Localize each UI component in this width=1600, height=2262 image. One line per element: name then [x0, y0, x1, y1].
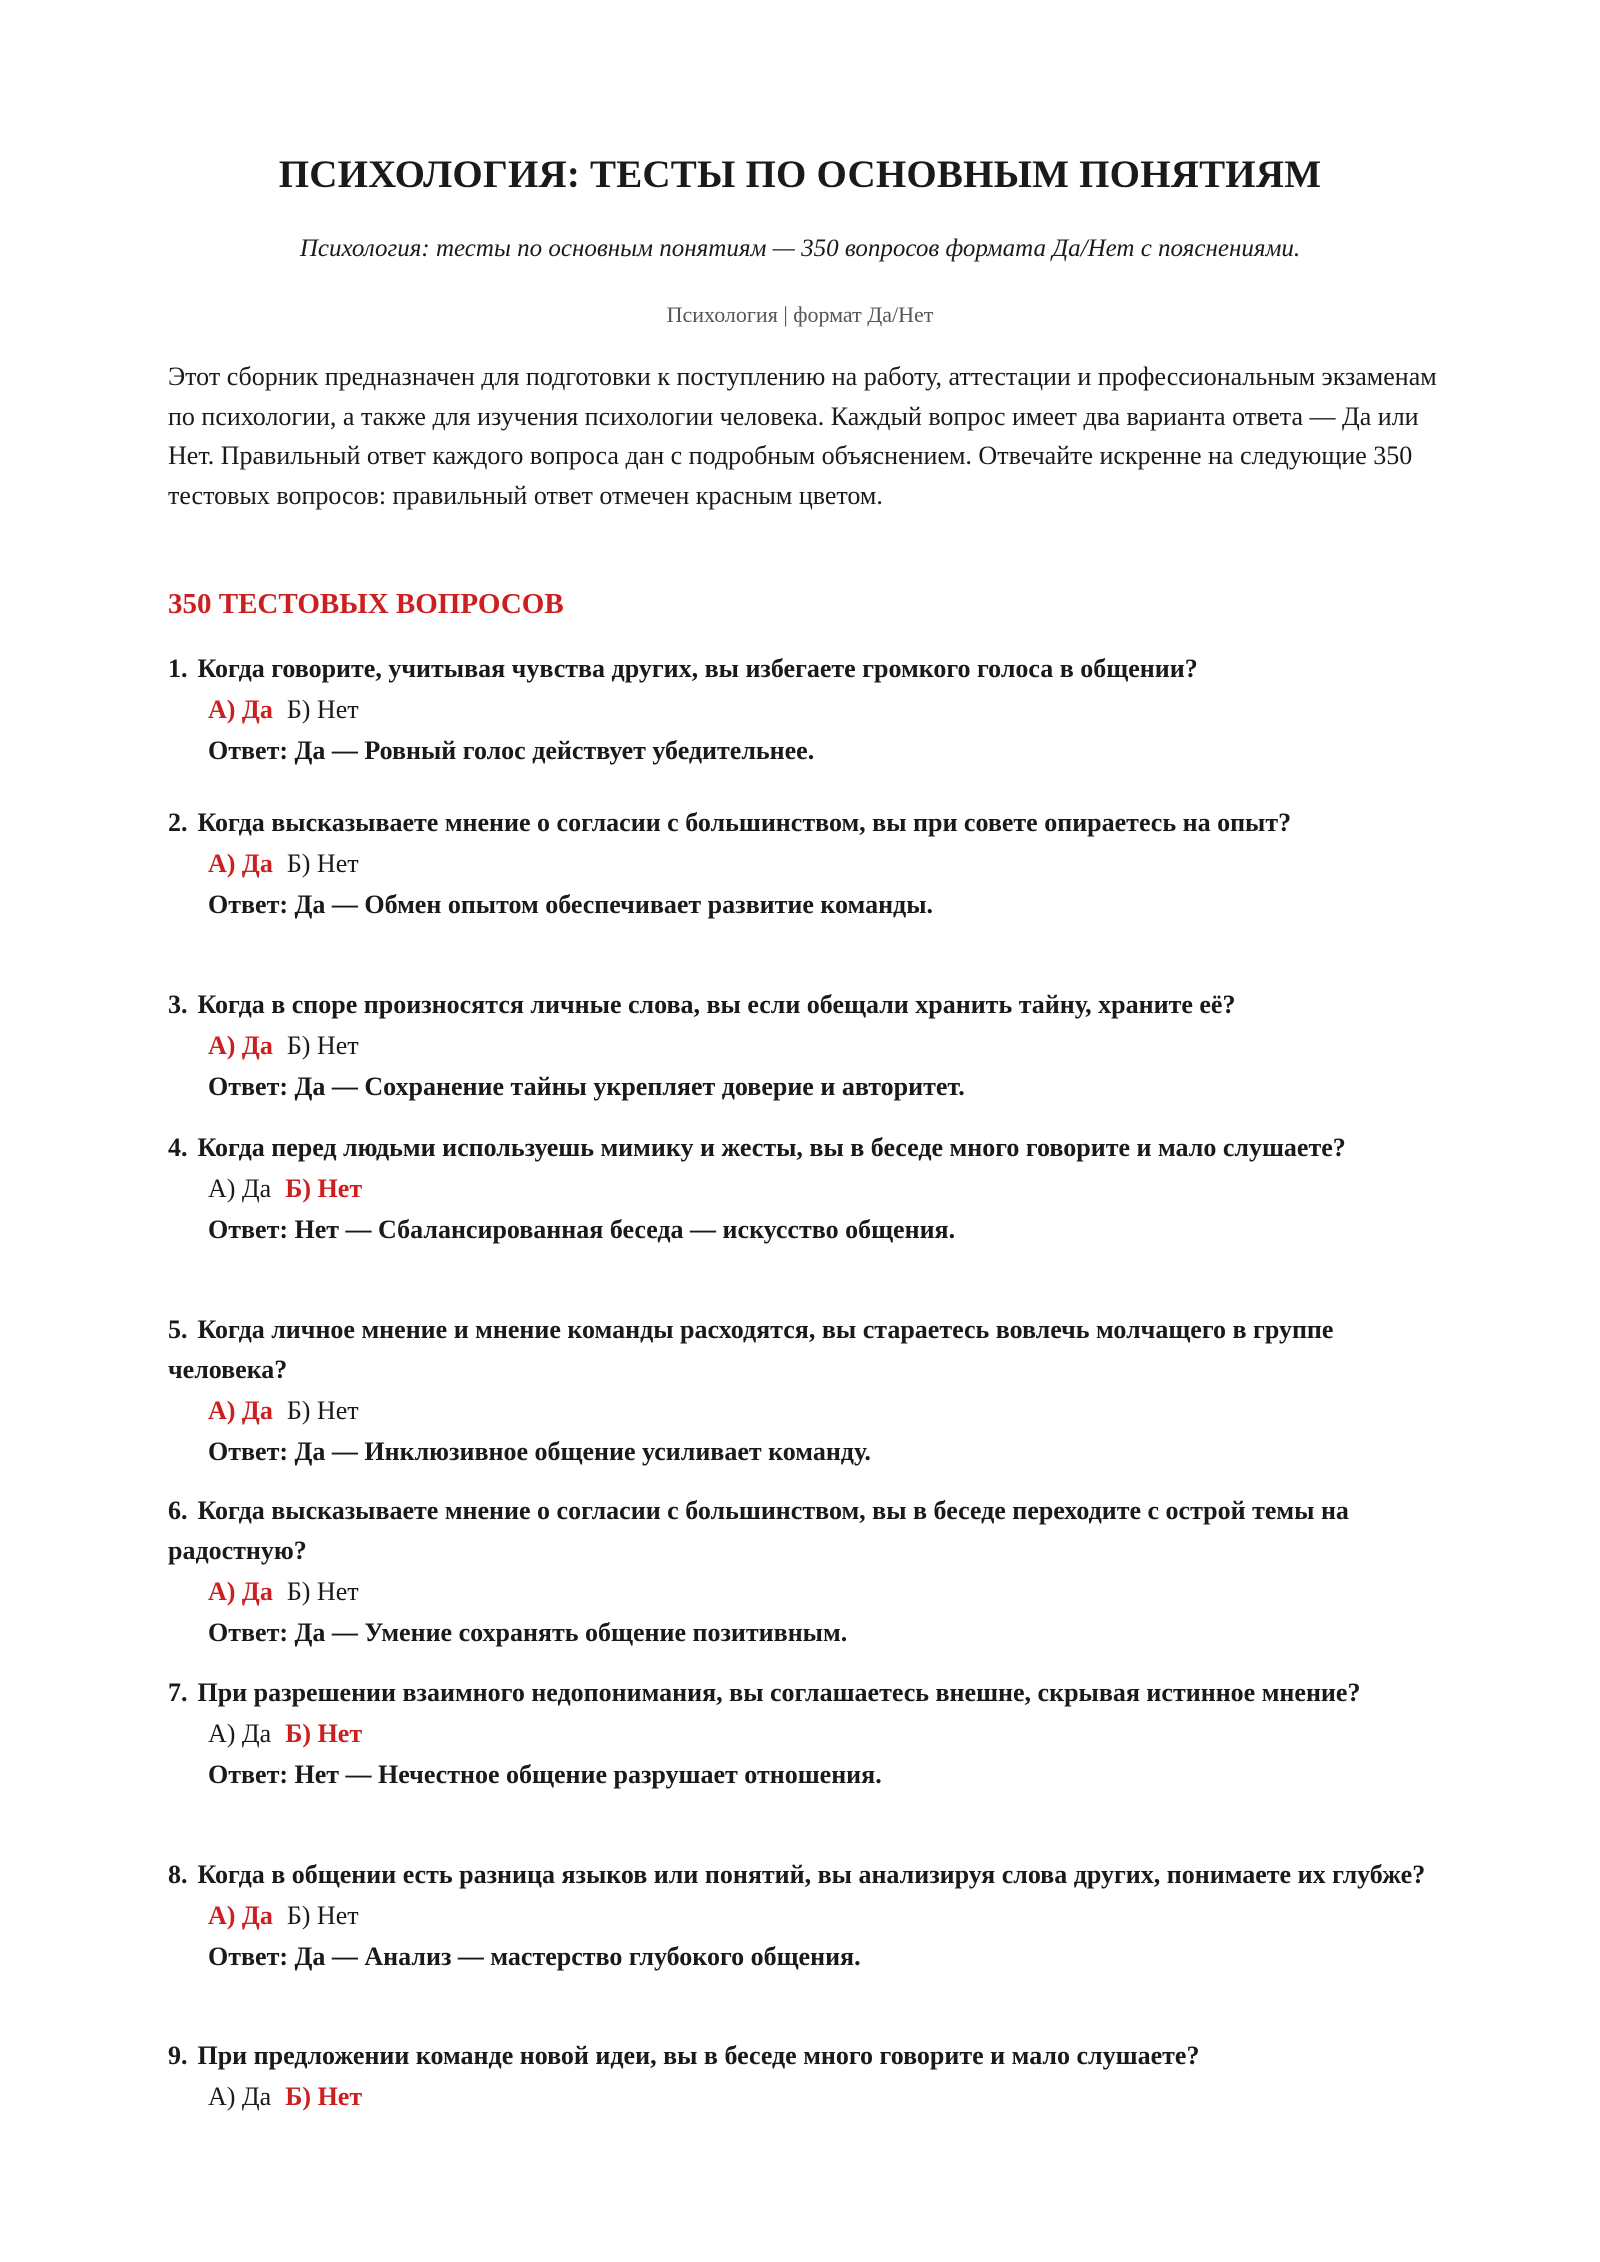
question-number: 9.: [168, 2041, 188, 2070]
option-b: Б) Нет: [285, 1719, 363, 1748]
section-heading: 350 ТЕСТОВЫХ ВОПРОСОВ: [168, 588, 564, 620]
question-body: При разрешении взаимного недопонимания, вы соглашаетесь внешне, скрывая истинное мнение?: [197, 1678, 1361, 1707]
answer-explanation: Ответ: Да — Анализ — мастерство глубокого общения.: [208, 1942, 861, 1971]
question-item: [168, 649, 1438, 771]
question-body: Когда в споре произносятся личные слова, вы если обещали хранить тайну, храните её?: [197, 990, 1236, 1019]
answer-explanation: Ответ: Да — Умение сохранять общение позитивным.: [208, 1618, 848, 1647]
option-a: А) Да: [208, 1396, 273, 1425]
option-a: А) Да: [208, 1901, 273, 1930]
answer-explanation: Ответ: Нет — Нечестное общение разрушает отношения.: [208, 1760, 882, 1789]
answer-options: [208, 2076, 1438, 2117]
question-text: [168, 2036, 1438, 2076]
answer-explanation: Ответ: Да — Обмен опытом обеспечивает развитие команды.: [208, 890, 934, 919]
answer-explanation: Ответ: Нет — Сбалансированная беседа — искусство общения.: [208, 1215, 956, 1244]
question-text: [168, 803, 1438, 843]
question-number: 5.: [168, 1315, 188, 1344]
question-number: 1.: [168, 654, 188, 683]
question-text: [168, 1128, 1438, 1168]
answer-options: [208, 689, 1438, 730]
option-a: А) Да: [208, 1577, 273, 1606]
option-a: А) Да: [208, 849, 273, 878]
answer-explanation: Ответ: Да — Ровный голос действует убедительнее.: [208, 736, 815, 765]
question-item: [168, 1491, 1438, 1653]
answer-options: [208, 1390, 1438, 1431]
option-a: А) Да: [208, 2082, 272, 2111]
question-item: [168, 803, 1438, 925]
option-b: Б) Нет: [285, 2082, 363, 2111]
question-body: Когда в общении есть разница языков или понятий, вы анализируя слова других, понимаете их глубже?: [197, 1860, 1426, 1889]
option-b: Б) Нет: [286, 849, 359, 878]
option-b: Б) Нет: [286, 1396, 359, 1425]
answer-explanation: Ответ: Да — Сохранение тайны укрепляет доверие и авторитет.: [208, 1072, 965, 1101]
question-item: [168, 2036, 1438, 2117]
answer-explanation: Ответ: Да — Инклюзивное общение усиливает команду.: [208, 1437, 871, 1466]
question-item: [168, 985, 1438, 1107]
answer-options: [208, 843, 1438, 884]
question-text: [168, 649, 1438, 689]
option-a: А) Да: [208, 1174, 272, 1203]
question-number: 8.: [168, 1860, 188, 1889]
question-item: [168, 1128, 1438, 1250]
question-body: Когда высказываете мнение о согласии с большинством, вы в беседе переходите с острой темы на радостную?: [168, 1496, 1349, 1565]
question-number: 2.: [168, 808, 188, 837]
option-b: Б) Нет: [286, 1577, 359, 1606]
question-number: 6.: [168, 1496, 188, 1525]
option-b: Б) Нет: [286, 1901, 359, 1930]
option-a: А) Да: [208, 1719, 272, 1748]
option-a: А) Да: [208, 695, 273, 724]
answer-options: [208, 1895, 1438, 1936]
question-item: [168, 1855, 1438, 1977]
page-title: ПСИХОЛОГИЯ: ТЕСТЫ ПО ОСНОВНЫМ ПОНЯТИЯМ: [278, 153, 1322, 196]
question-body: Когда говорите, учитывая чувства других, вы избегаете громкого голоса в общении?: [197, 654, 1198, 683]
answer-options: [208, 1168, 1438, 1209]
question-body: При предложении команде новой идеи, вы в беседе много говорите и мало слушаете?: [197, 2041, 1200, 2070]
question-body: Когда личное мнение и мнение команды расходятся, вы стараетесь вовлечь молчащего в группе человека?: [168, 1315, 1334, 1384]
answer-options: [208, 1025, 1438, 1066]
question-text: [168, 1310, 1438, 1390]
question-body: Когда высказываете мнение о согласии с большинством, вы при совете опираетесь на опыт?: [197, 808, 1292, 837]
option-a: А) Да: [208, 1031, 273, 1060]
page-meta: Психология | формат Да/Нет: [666, 302, 934, 327]
question-item: [168, 1310, 1438, 1472]
question-text: [168, 1855, 1438, 1895]
question-text: [168, 1673, 1438, 1713]
option-b: Б) Нет: [285, 1174, 363, 1203]
intro-paragraph: Этот сборник предназначен для подготовки к поступлению на работу, аттестации и профессиональным экзаменам по психологии, а также для изучения психологии человека. Каждый вопрос имеет два варианта ответа — Да или Нет. Правильный ответ каждого вопроса дан с подробным объяснением. Отвечайте искренне на следующие 350 тестовых вопросов: правильный ответ отмечен красным цветом.: [168, 362, 1437, 510]
question-number: 4.: [168, 1133, 188, 1162]
page-subtitle: Психология: тесты по основным понятиям — 350 вопросов формата Да/Нет с пояснениями.: [299, 235, 1301, 262]
question-text: [168, 1491, 1438, 1571]
answer-options: [208, 1713, 1438, 1754]
answer-options: [208, 1571, 1438, 1612]
question-number: 7.: [168, 1678, 188, 1707]
question-text: [168, 985, 1438, 1025]
option-b: Б) Нет: [286, 695, 359, 724]
option-b: Б) Нет: [286, 1031, 359, 1060]
question-item: [168, 1673, 1438, 1795]
question-body: Когда перед людьми используешь мимику и жесты, вы в беседе много говорите и мало слушаете?: [197, 1133, 1346, 1162]
question-number: 3.: [168, 990, 188, 1019]
